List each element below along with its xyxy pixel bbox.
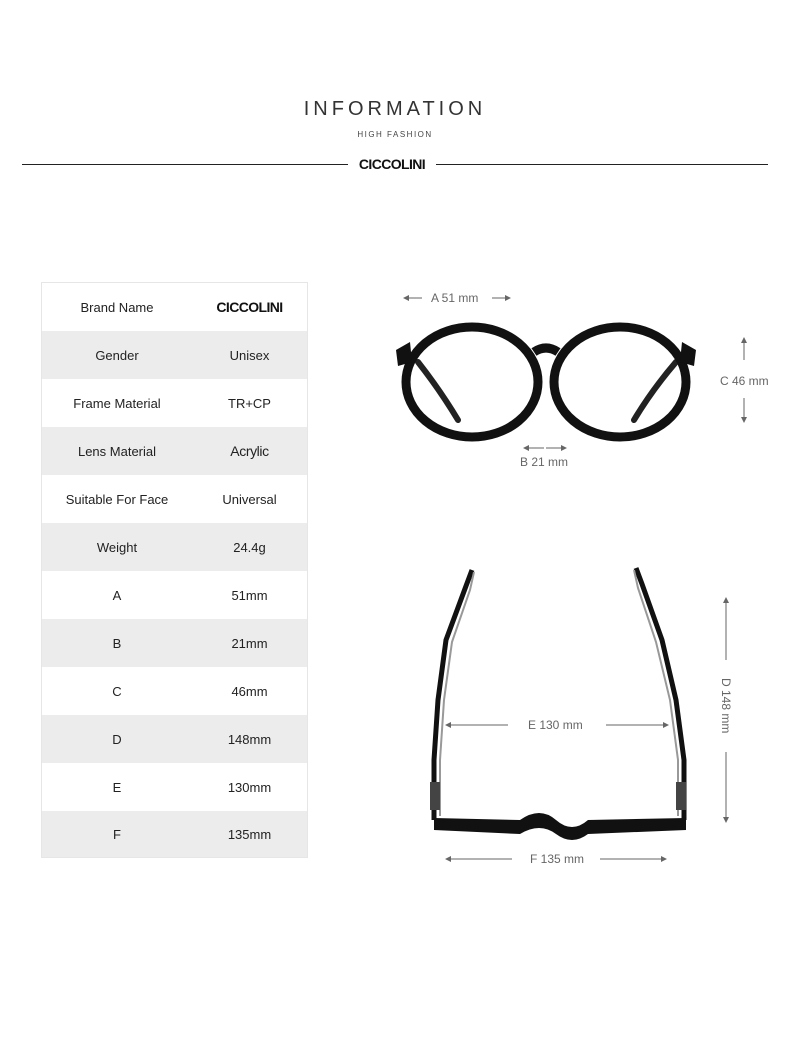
spec-value: 46mm (231, 683, 268, 699)
spec-label: Brand Name (80, 299, 154, 315)
dimension-a-label: A 51 mm (431, 291, 479, 305)
dimension-e-label: E 130 mm (528, 718, 583, 732)
spec-value: TR+CP (228, 395, 271, 411)
spec-value: CICCOLINI (216, 299, 283, 315)
glasses-top-view (430, 568, 686, 840)
spec-label: Lens Material (77, 443, 157, 459)
brand-logo-text: CICCOLINI (358, 156, 426, 172)
spec-label: D (112, 731, 122, 747)
spec-value: 148mm (227, 731, 272, 747)
dimension-d-label: D 148 mm (719, 678, 733, 734)
spec-value: 51mm (231, 587, 268, 603)
spec-label: B (112, 635, 122, 651)
spec-value: Unisex (229, 347, 270, 363)
spec-value: 135mm (227, 826, 272, 842)
spec-label: Weight (96, 539, 138, 555)
spec-label: C (112, 683, 122, 699)
dimension-f-label: F 135 mm (530, 852, 585, 866)
dimension-b-label: B 21 mm (520, 455, 569, 469)
spec-value: 130mm (227, 779, 272, 795)
spec-label: Suitable For Face (65, 491, 169, 507)
spec-label: Frame Material (73, 395, 161, 411)
spec-label: E (112, 779, 122, 795)
spec-label: A (112, 587, 122, 603)
spec-label: F (113, 826, 121, 842)
spec-value: 21mm (231, 635, 268, 651)
spec-value: Universal (222, 491, 277, 507)
spec-value: 24.4g (233, 539, 266, 555)
page-title: INFORMATION (303, 98, 487, 120)
spec-label: Gender (95, 347, 139, 363)
dimension-c-label: C 46 mm (720, 374, 769, 388)
glasses-front-view (396, 327, 696, 437)
spec-value: Acrylic (230, 443, 269, 459)
page-subtitle: HIGH FASHION (357, 130, 433, 139)
